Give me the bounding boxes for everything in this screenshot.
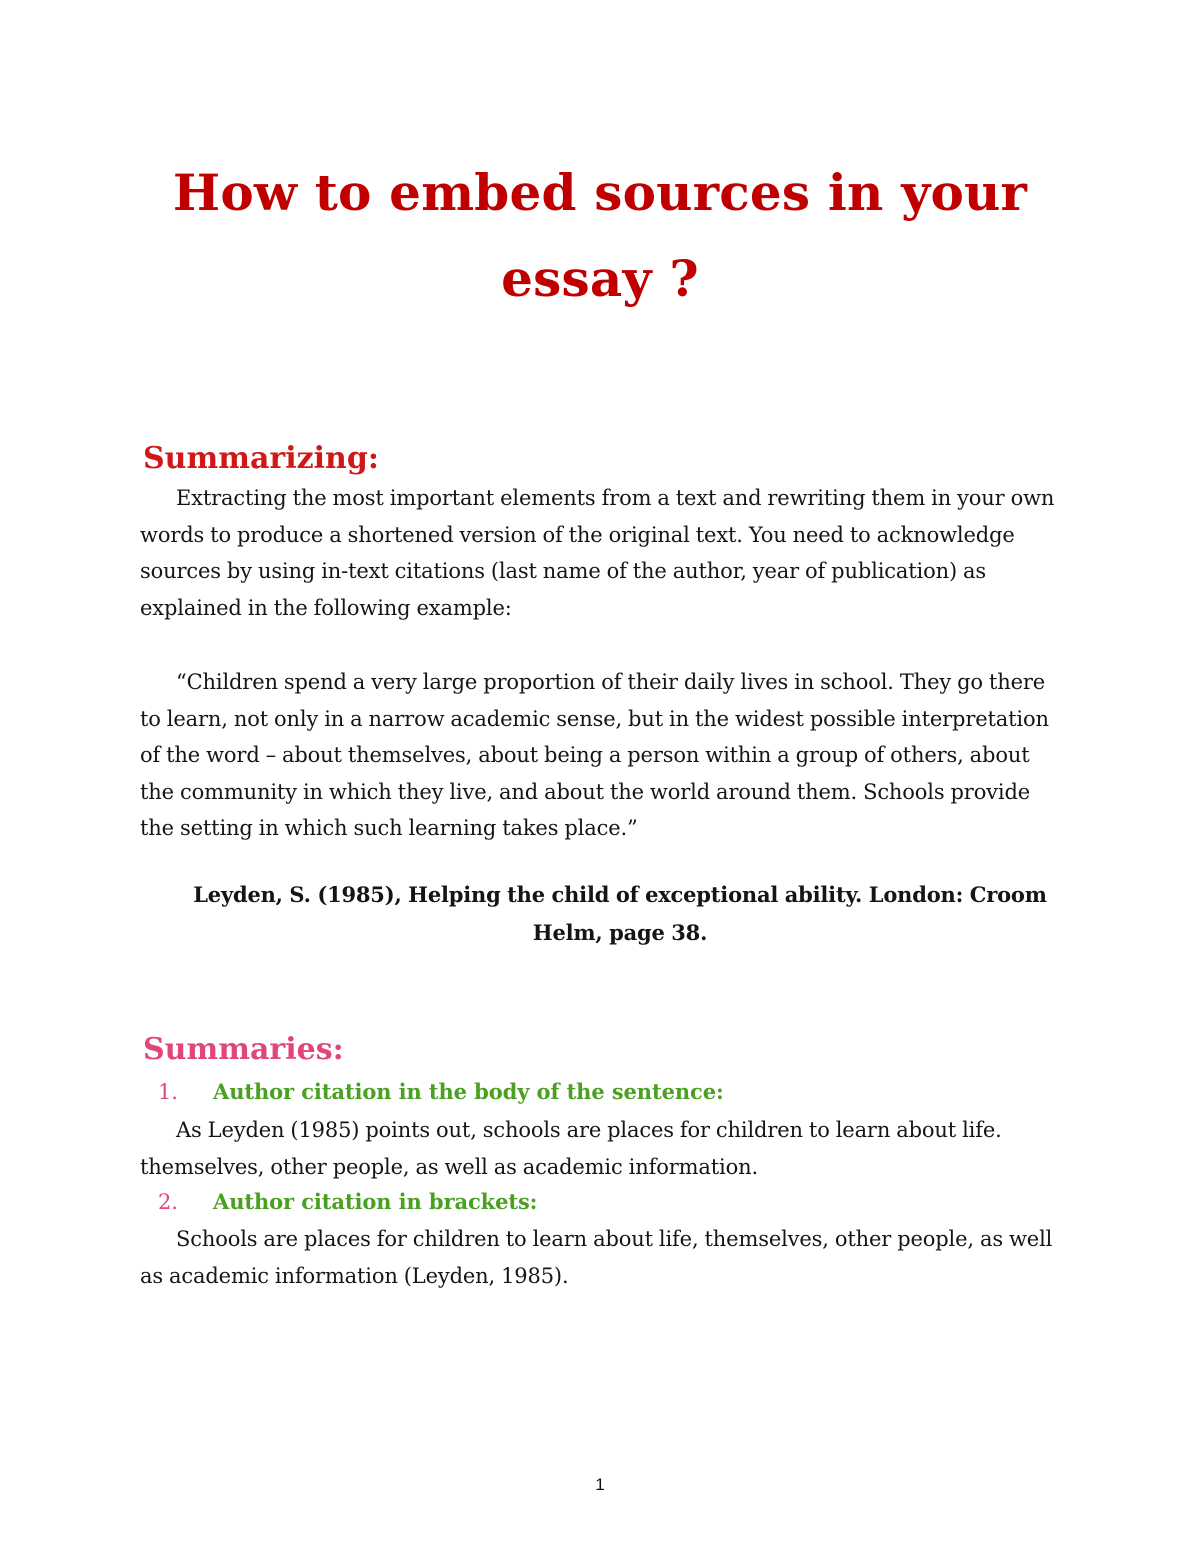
summary-example: As Leyden (1985) points out, schools are places for children to learn about life. themselves, other people, as well as academic information. <box>140 1118 1002 1179</box>
summarizing-definition: Extracting the most important elements from a text and rewriting them in your own words to produce a shortened version of the original text. You need to acknowledge sources by using in-text citations (last name of the author, year of publication) as explained in the following example: <box>140 486 1055 620</box>
source-citation: Leyden, S. (1985), Helping the child of exceptional ability. London: Croom Helm, page 38. <box>193 882 1047 945</box>
example-quote: “Children spend a very large proportion of their daily lives in school. They go there to learn, not only in a narrow academic sense, but in the widest possible interpretation of the word – about themselves, about being a person within a group of others, about the community in which they live, and about the world around them. Schools provide the setting in which such learning takes place.” <box>140 670 1049 840</box>
page-number: 1 <box>595 1475 605 1494</box>
list-label: Author citation in the body of the sentence: <box>213 1079 724 1104</box>
list-number: 1. <box>158 1080 178 1104</box>
list-item <box>158 1185 537 1219</box>
summarizing-heading: Summarizing: <box>143 441 379 476</box>
list-item <box>158 1075 724 1109</box>
page-title: How to embed sources in your essay ? <box>172 163 1028 308</box>
summaries-heading: Summaries: <box>143 1032 344 1067</box>
list-label: Author citation in brackets: <box>213 1189 538 1214</box>
list-number: 2. <box>158 1190 178 1214</box>
summary-example: Schools are places for children to learn about life, themselves, other people, as well as academic information (Leyden, 1985). <box>140 1227 1053 1288</box>
